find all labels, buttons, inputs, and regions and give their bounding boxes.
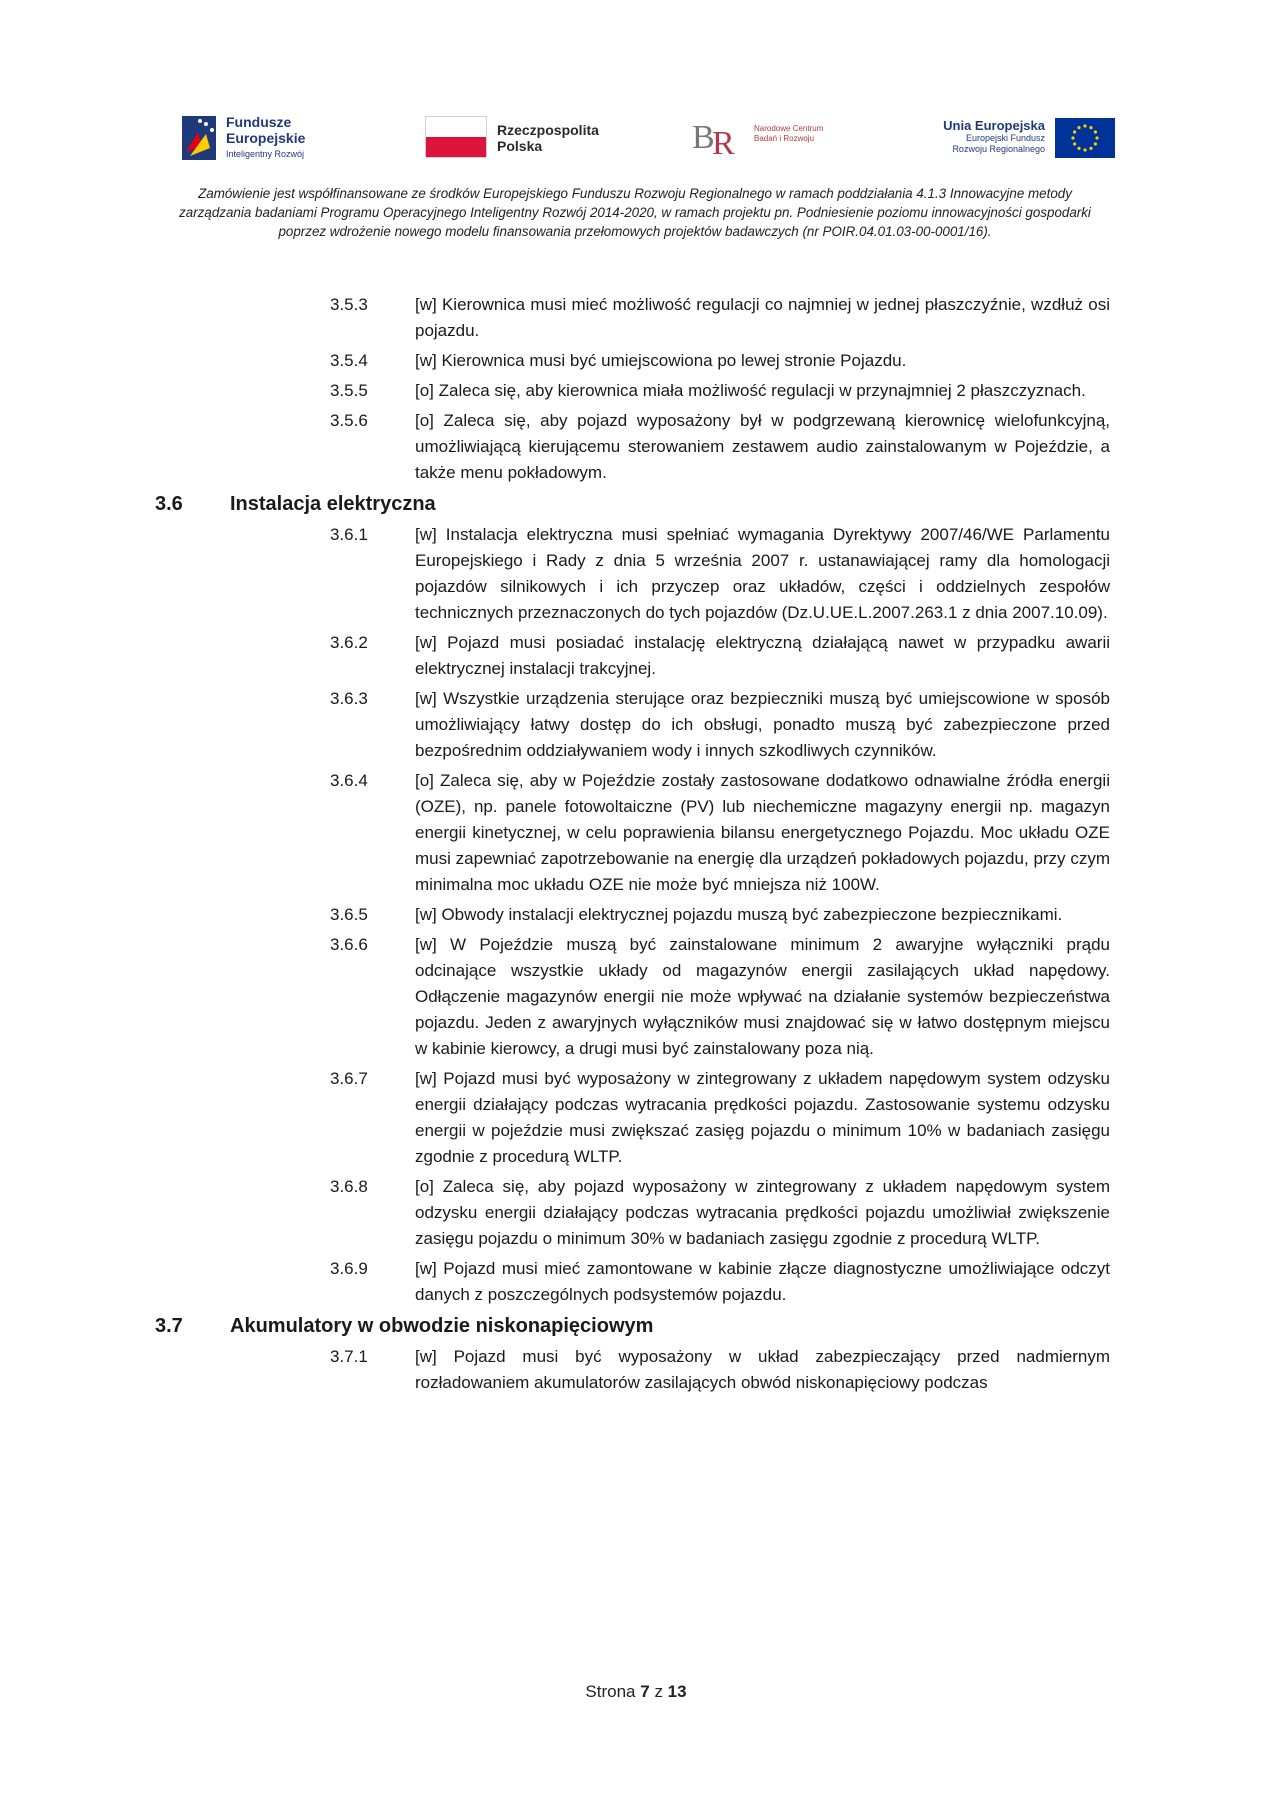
svg-text:R: R [712,125,735,158]
document-body [0,292,1272,1400]
list-item [330,932,1110,1062]
list-item [330,630,1110,682]
list-item [330,348,1110,374]
item-number: 3.6.9 [330,1259,368,1278]
list-section-3-5 [0,292,1272,486]
list-section-3-6 [0,522,1272,1308]
item-text: [w] Obwody instalacji elektrycznej pojazdu muszą być zabezpieczone bezpiecznikami. [415,905,1063,924]
item-number: 3.5.3 [330,295,368,314]
ncbr-emblem-icon [690,114,750,158]
list-item [330,768,1110,898]
footer-page-number: 7 [640,1682,650,1701]
funding-disclaimer: Zamówienie jest współfinansowane ze środków Europejskiego Funduszu Rozwoju Regionalnego w ramach poddziałania 4.1.3 Innowacyjne metody zarządzania badaniami Programu Operacyjnego Inteligentny Rozwój 2014-2020, w ramach projektu pn. Podniesienie poziomu innowacyjności gospodarki poprzez wdrożenie nowego modelu finansowania przełomowych projektów badawczych (nr POIR.04.01.03-00-0001/16). [179,186,1091,239]
logo-ncbr-line1: Narodowe Centrum [754,124,824,133]
logo-unia-europejska [905,108,1115,170]
list-item [330,1174,1110,1252]
header-logos [170,108,1110,170]
item-text: [o] Zaleca się, aby pojazd wyposażony był w podgrzewaną kierownicę wielofunkcyjną, umożliwiającą kierującemu sterowaniem zestawem audio zainstalowanym w Pojeździe, a także menu pokładowym. [415,411,1110,482]
item-text: [w] Wszystkie urządzenia sterujące oraz bezpieczniki muszą być umiejscowione w sposób umożliwiający łatwy dostęp do ich obsługi, ponadto muszą być zabezpieczone przed bezpośrednim oddziaływaniem wody i innych szkodliwych czynników. [415,689,1110,760]
item-text: [o] Zaleca się, aby w Pojeździe zostały zastosowane dodatkowo odnawialne źródła energii (OZE), np. panele fotowoltaiczne (PV) lub niechemiczne magazyny energii np. magazyn energii kinetycznej, w celu poprawienia bilansu energetycznego Pojazdu. Moc układu OZE musi zapewniać zapotrzebowanie na energię dla urządzeń pokładowych pojazdu, przy czym minimalna moc układu OZE nie może być mniejsza niż 100W. [415,771,1110,894]
item-number: 3.7.1 [330,1347,368,1366]
item-text: [w] Pojazd musi być wyposażony w układ zabezpieczający przed nadmiernym rozładowaniem akumulatorów zasilających obwód niskonapięciowy podczas [415,1347,1110,1392]
list-item [330,1256,1110,1308]
list-item [330,1066,1110,1170]
logo-ncbr-line2: Badań i Rozwoju [754,134,815,143]
list-section-3-7 [0,1344,1272,1396]
item-number: 3.5.4 [330,351,368,370]
eu-flag-icon [1055,118,1115,158]
logo-fe-line2: Europejskie [226,130,306,146]
polish-flag-icon [425,116,487,158]
footer-separator: z [654,1682,663,1701]
list-item [330,1344,1110,1396]
logo-fe-line3: Inteligentny Rozwój [226,149,305,159]
list-item [330,902,1110,928]
logo-rp-line1: Rzeczpospolita [497,122,599,138]
item-text: [w] Pojazd musi posiadać instalację elektryczną działającą nawet w przypadku awarii elektrycznej instalacji trakcyjnej. [415,633,1110,678]
item-number: 3.6.7 [330,1069,368,1088]
logo-ue-line1: Unia Europejska [943,118,1045,133]
item-number: 3.6.3 [330,689,368,708]
logo-rp-line2: Polska [497,138,543,154]
logo-fe-line1: Fundusze [226,114,292,130]
svg-text:B: B [692,119,715,156]
footer-total-pages: 13 [667,1682,687,1701]
logo-ncbr [690,108,860,170]
item-text: [w] Instalacja elektryczna musi spełniać wymagania Dyrektywy 2007/46/WE Parlamentu Europejskiego i Rady z dnia 5 września 2007 r. ustanawiającej ramy dla homologacji pojazdów silnikowych i ich przyczep oraz układów, części i oddzielnych zespołów technicznych przeznaczonych do tych pojazdów (Dz.U.UE.L.2007.263.1 z dnia 2007.10.09). [415,525,1110,622]
item-number: 3.6.2 [330,633,368,652]
logo-ue-line3: Rozwoju Regionalnego [952,144,1045,154]
item-number: 3.5.6 [330,411,368,430]
item-text: [o] Zaleca się, aby pojazd wyposażony w zintegrowany z układem napędowym system odzysku energii działający podczas wytracania prędkości pojazdu umożliwiał zwiększenie zasięgu pojazdu o minimum 30% w badaniach zasięgu zgodnie z procedurą WLTP. [415,1177,1110,1248]
footer-prefix: Strona [585,1682,636,1701]
list-item [330,522,1110,626]
section-heading-3-6 [155,490,1272,518]
list-item [330,408,1110,486]
item-text: [w] W Pojeździe muszą być zainstalowane minimum 2 awaryjne wyłączniki prądu odcinające wszystkie układy od magazynów energii zasilających układ napędowy. Odłączenie magazynów energii nie może wpływać na działanie systemów bezpieczeństwa pojazdu. Jeden z awaryjnych wyłączników musi znajdować się w łatwo dostępnym miejscu w kabinie kierowcy, a drugi musi być zainstalowany poza nią. [415,935,1110,1058]
item-number: 3.6.5 [330,905,368,924]
item-text: [w] Pojazd musi mieć zamontowane w kabinie złącze diagnostyczne umożliwiające odczyt danych z poszczególnych podsystemów pojazdu. [415,1259,1110,1304]
item-number: 3.6.8 [330,1177,368,1196]
item-text: [w] Kierownica musi mieć możliwość regulacji co najmniej w jednej płaszczyźnie, wzdłuż osi pojazdu. [415,295,1110,340]
logo-ue-line2: Europejski Fundusz [965,133,1045,143]
list-item [330,292,1110,344]
logo-rzeczpospolita-polska [425,108,625,170]
section-title: Akumulatory w obwodzie niskonapięciowym [230,1315,654,1337]
fundusze-europejskie-emblem-icon [176,112,222,164]
list-item [330,686,1110,764]
section-number: 3.6 [155,493,183,515]
item-text: [w] Kierownica musi być umiejscowiona po lewej stronie Pojazdu. [415,351,907,370]
item-number: 3.6.4 [330,771,368,790]
section-title: Instalacja elektryczna [230,493,436,515]
item-text: [o] Zaleca się, aby kierownica miała możliwość regulacji w przynajmniej 2 płaszczyznach. [415,381,1086,400]
logo-fundusze-europejskie [170,108,320,170]
item-number: 3.6.6 [330,935,368,954]
item-text: [w] Pojazd musi być wyposażony w zintegrowany z układem napędowym system odzysku energii działający podczas wytracania prędkości pojazdu. Zastosowanie systemu odzysku energii w pojeździe musi zwiększać zasięg pojazdu o minimum 10% w badaniach zasięgu zgodnie z procedurą WLTP. [415,1069,1110,1166]
page-footer [0,1682,1272,1702]
section-heading-3-7 [155,1312,1272,1340]
list-item [330,378,1110,404]
item-number: 3.5.5 [330,381,368,400]
item-number: 3.6.1 [330,525,368,544]
section-number: 3.7 [155,1315,183,1337]
